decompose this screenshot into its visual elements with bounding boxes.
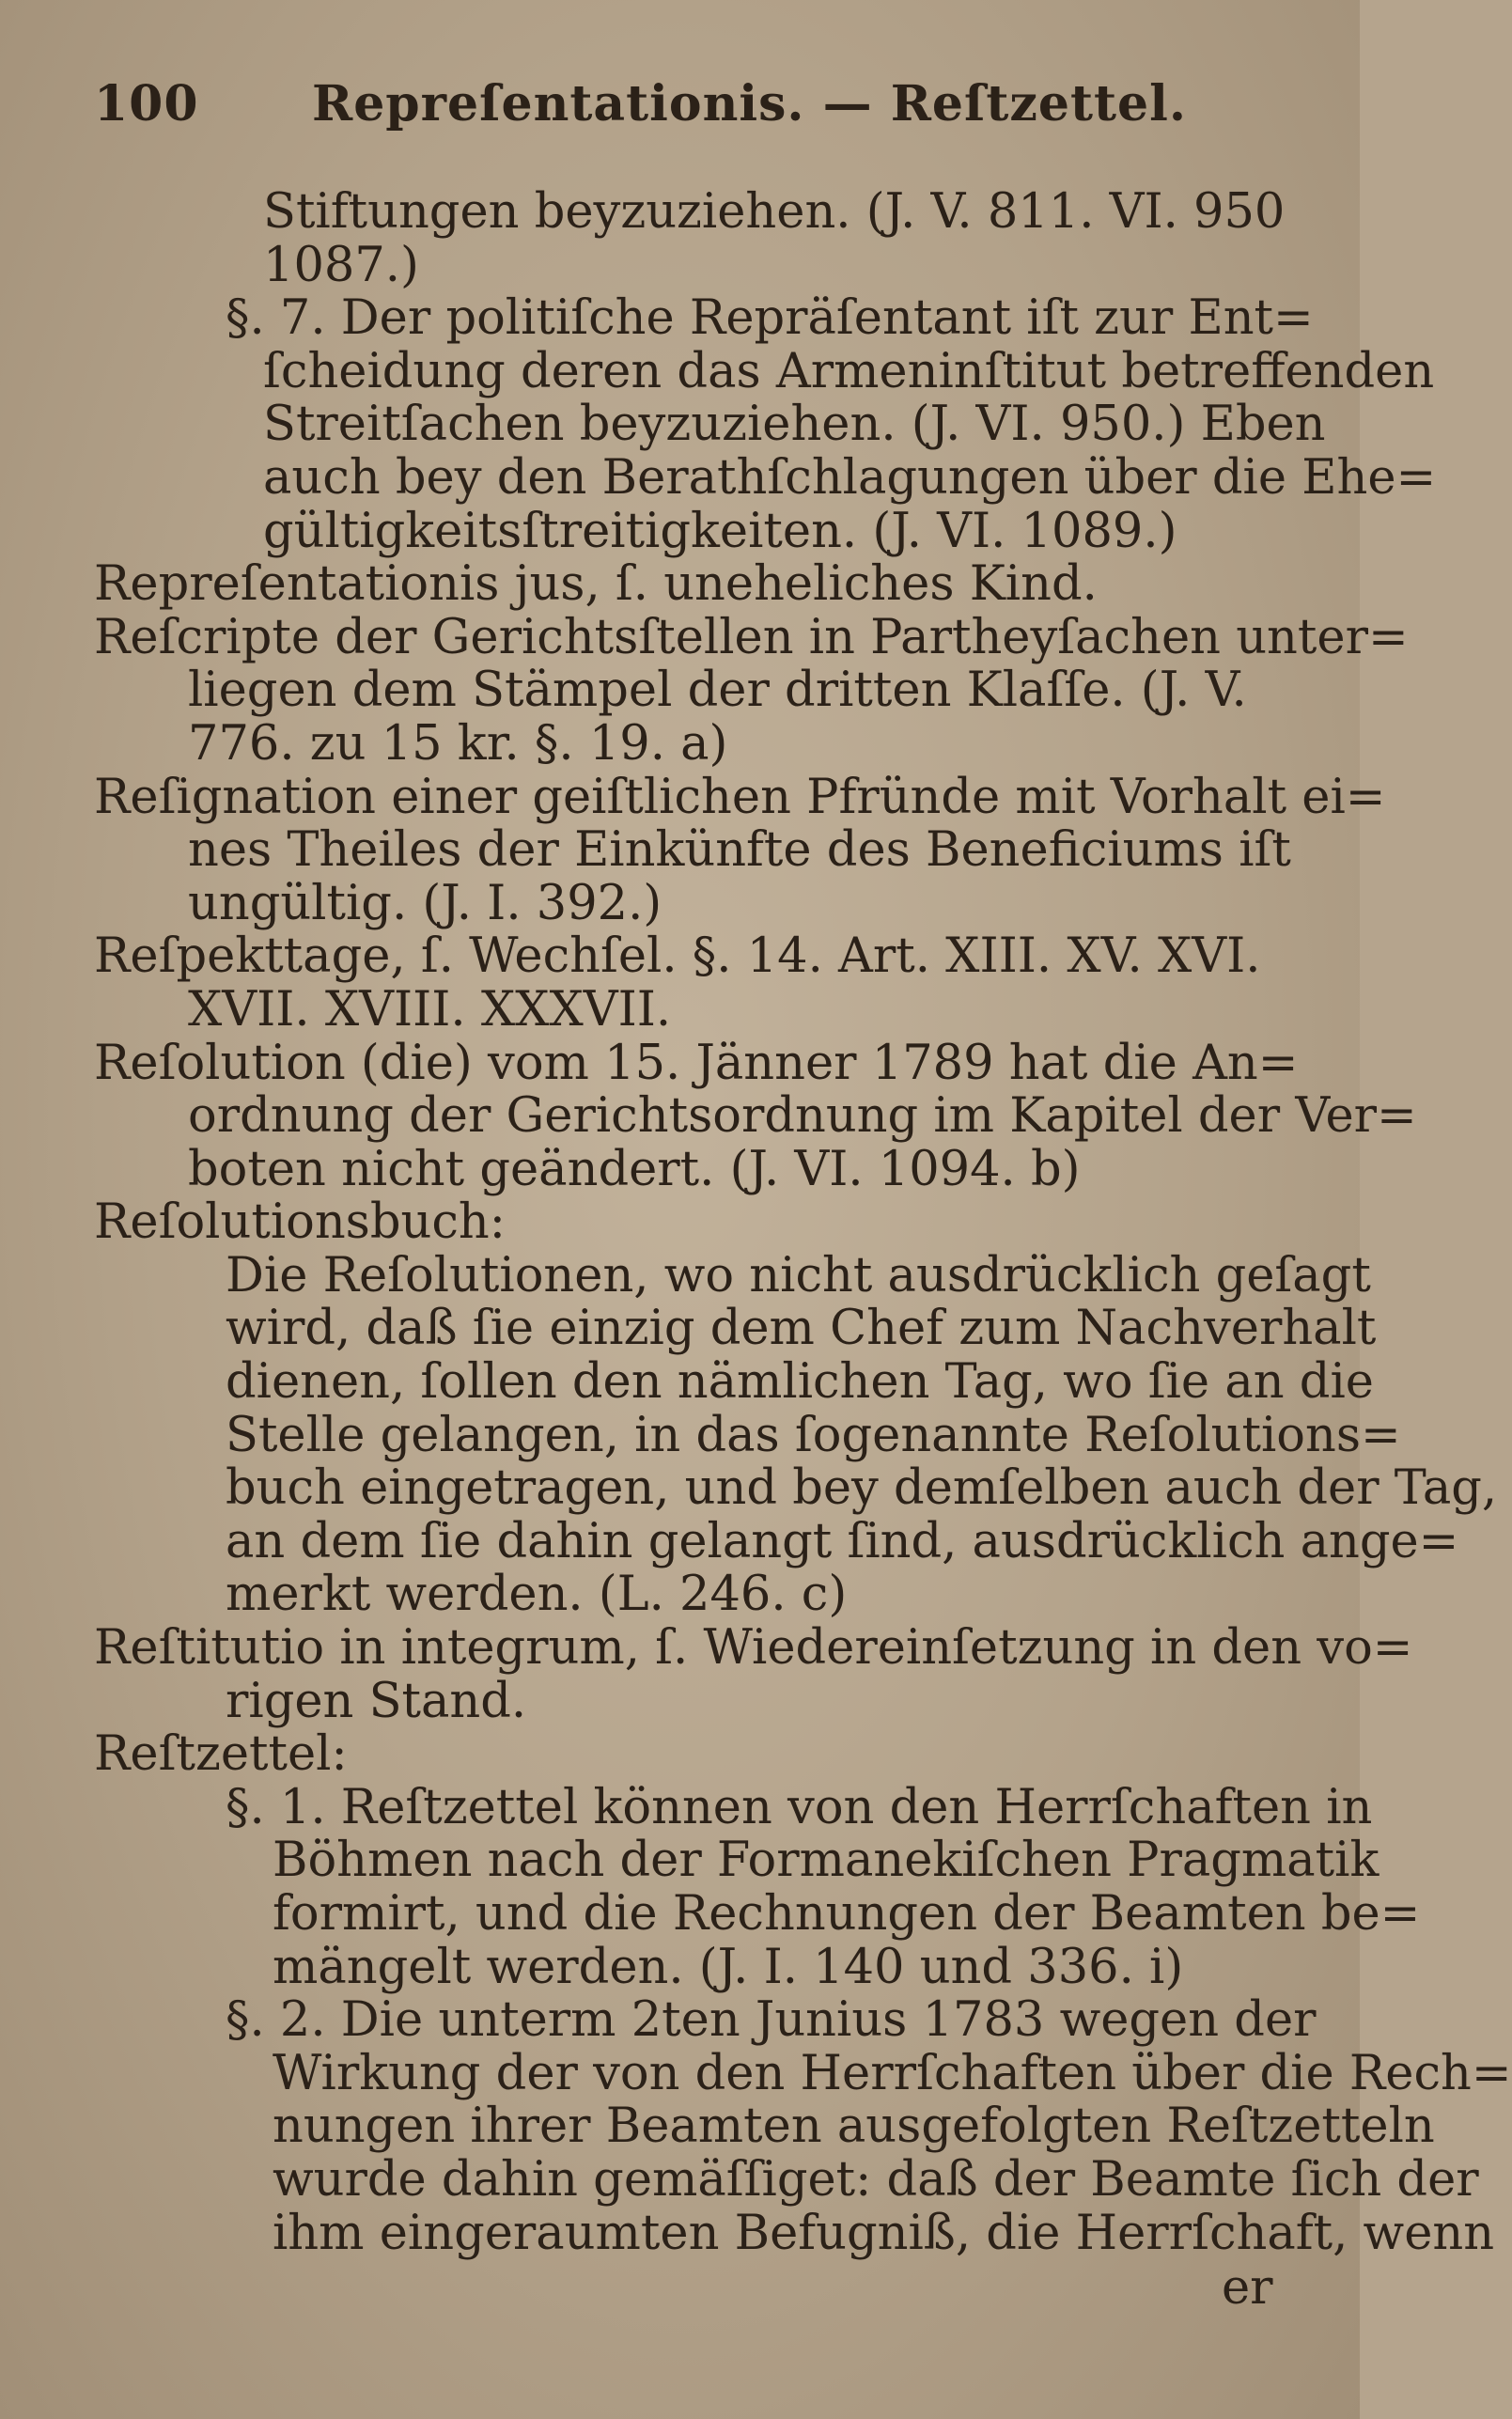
text-line: ordnung der Gerichtsordnung im Kapitel der Ver=	[188, 1088, 1417, 1145]
text-line: ungültig. (J. I. 392.)	[188, 875, 662, 931]
text-line: Reſolutionsbuch:	[94, 1194, 506, 1251]
running-title: Repreſentationis. — Reſtzettel.	[312, 75, 1187, 133]
text-line: ſcheidung deren das Armeninſtitut betreffenden	[263, 343, 1435, 399]
text-line: 1087.)	[263, 237, 419, 293]
body-text	[94, 184, 1512, 2261]
text-line: wurde dahin gemäſſiget: daß der Beamte ſich der	[273, 2151, 1479, 2208]
text-line: rigen Stand.	[226, 1673, 527, 1729]
text-line: ihm eingeraumten Befugniß, die Herrſchaft, wenn	[273, 2205, 1495, 2261]
catchword: er	[1222, 2260, 1273, 2316]
text-line: buch eingetragen, und bey demſelben auch der Tag,	[226, 1460, 1498, 1517]
page-number: 100	[94, 75, 199, 133]
text-line: auch bey den Berathſchlagungen über die Ehe=	[263, 449, 1437, 506]
text-line: Stiftungen beyzuziehen. (J. V. 811. VI. 950	[263, 184, 1286, 240]
text-line: wird, daß ſie einzig dem Chef zum Nachverhalt	[226, 1301, 1377, 1357]
text-line: §. 7. Der politiſche Repräſentant iſt zur Ent=	[226, 290, 1314, 347]
text-line: Reſignation einer geiſtlichen Pfründe mit Vorhalt ei=	[94, 769, 1386, 825]
text-line: Wirkung der von den Herrſchaften über die Rech=	[273, 2045, 1512, 2101]
text-line: nes Theiles der Einkünfte des Beneficiums iſt	[188, 822, 1291, 879]
text-line: §. 1. Reſtzettel können von den Herrſchaften in	[226, 1779, 1373, 1835]
text-line: merkt werden. (L. 246. c)	[226, 1567, 848, 1623]
text-line: dienen, ſollen den nämlichen Tag, wo ſie an die	[226, 1354, 1374, 1411]
text-line: Reſcripte der Gerichtsſtellen in Partheyſachen unter=	[94, 609, 1409, 665]
text-line: gültigkeitsſtreitigkeiten. (J. VI. 1089.)	[263, 503, 1177, 559]
text-line: Böhmen nach der Formanekiſchen Pragmatik	[273, 1833, 1380, 1889]
text-line: boten nicht geändert. (J. VI. 1094. b)	[188, 1141, 1081, 1197]
text-line: liegen dem Stämpel der dritten Klaſſe. (J. V.	[188, 663, 1247, 719]
text-line: Reſpekttage, ſ. Wechſel. §. 14. Art. XIII. XV. XVI.	[94, 929, 1261, 985]
text-line: nungen ihrer Beamten ausgefolgten Reſtzetteln	[273, 2099, 1435, 2155]
text-line: Die Reſolutionen, wo nicht ausdrücklich geſagt	[226, 1247, 1371, 1303]
page-header	[94, 75, 1259, 150]
text-line: formirt, und die Rechnungen der Beamten be=	[273, 1886, 1421, 1942]
text-line: Reſtzettel:	[94, 1726, 348, 1783]
text-line: XVII. XVIII. XXXVII.	[188, 981, 672, 1038]
text-line: Reſolution (die) vom 15. Jänner 1789 hat die An=	[94, 1035, 1299, 1091]
text-line: Stelle gelangen, in das ſogenannte Reſolutions=	[226, 1407, 1401, 1463]
text-line: an dem ſie dahin gelangt ſind, ausdrücklich ange=	[226, 1513, 1459, 1569]
text-line: Streitſachen beyzuziehen. (J. VI. 950.) Eben	[263, 397, 1326, 453]
text-line: 776. zu 15 kr. §. 19. a)	[188, 715, 728, 772]
text-line: Reſtitutio in integrum, ſ. Wiedereinſetzung in den vo=	[94, 1620, 1413, 1677]
text-line: mängelt werden. (J. I. 140 und 336. i)	[273, 1939, 1184, 1995]
text-line: §. 2. Die unterm 2ten Junius 1783 wegen der	[226, 1992, 1317, 2049]
text-line: Repreſentationis jus, ſ. uneheliches Kind.	[94, 556, 1098, 613]
